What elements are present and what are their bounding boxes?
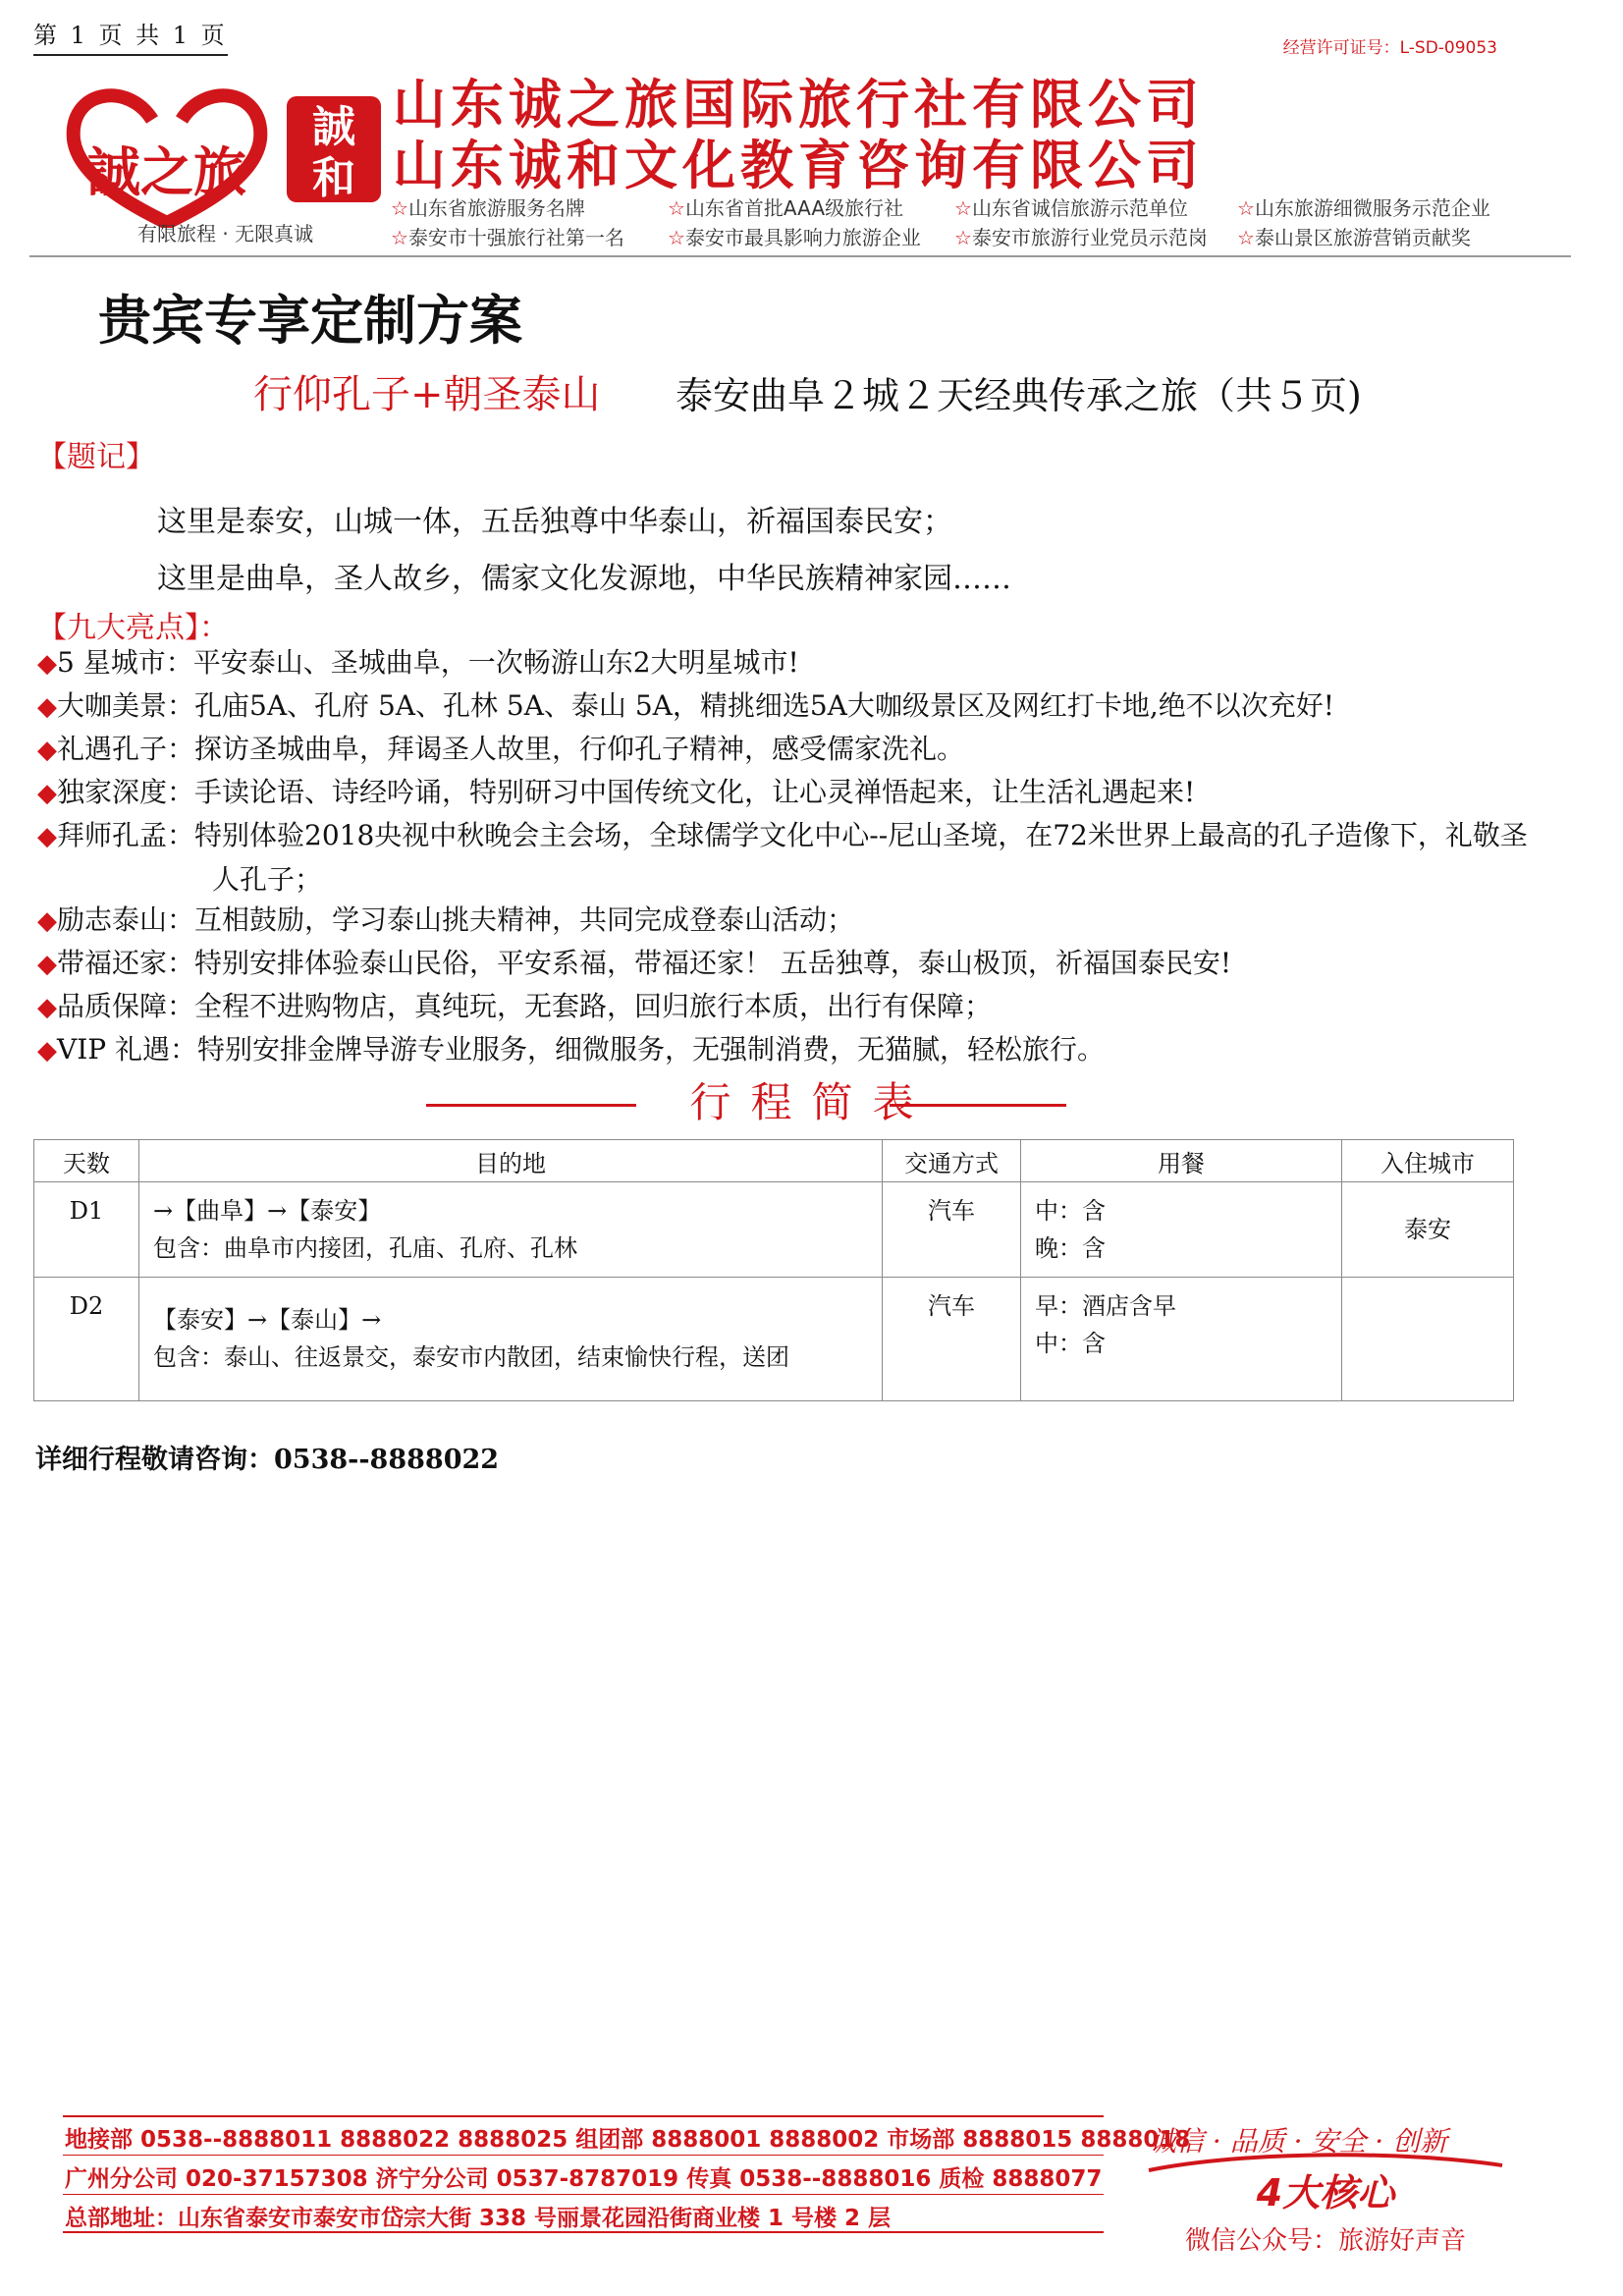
footer-divider: [63, 2194, 1104, 2195]
company-name-2: 山东诚和文化教育咨询有限公司: [393, 135, 1204, 196]
footer-branches: 广州分公司 020-37157308 济宁分公司 0537-8787019 传真 0538--8888016 质检 8888077: [65, 2166, 1103, 2192]
honor-item: ☆山东省旅游服务名牌: [391, 196, 585, 220]
plan-subtitle-highlight: 行仰孔子+朝圣泰山: [253, 372, 601, 417]
column-header: 交通方式: [883, 1140, 1021, 1182]
table-row: [34, 1182, 1514, 1278]
schedule-title-rule-right: [890, 1104, 1066, 1107]
route-cell: 【泰安】→【泰山】→ 包含：泰山、往返景交，泰安市内散团，结束愉快行程，送团: [139, 1278, 883, 1401]
honor-item: ☆山东省诚信旅游示范单位: [954, 196, 1188, 220]
plan-subtitle: 泰安曲阜２城２天经典传承之旅（共５页): [676, 374, 1362, 417]
day-cell: D1: [34, 1182, 139, 1278]
itinerary-table: [33, 1139, 1514, 1401]
column-header: 入住城市: [1342, 1140, 1514, 1182]
core-values-badge: [1129, 2111, 1522, 2259]
transport-cell: 汽车: [883, 1278, 1021, 1401]
core-values-text: 诚信 · 品质 · 安全 · 创新: [1149, 2125, 1448, 2158]
highlight-item: ◆VIP 礼遇：特别安排金牌导游专业服务，细微服务，无强制消费，无猫腻，轻松旅行。: [37, 1033, 1106, 1066]
foreword-line: 这里是泰安，山城一体，五岳独尊中华泰山，祈福国泰民安；: [157, 505, 952, 539]
meals-cell: 中：含 晚：含: [1021, 1182, 1342, 1278]
slogan: 有限旅程 · 无限真诚: [137, 222, 314, 246]
column-header: 用餐: [1021, 1140, 1342, 1182]
highlight-item: ◆带福还家：特别安排体验泰山民俗，平安系福，带福还家！ 五岳独尊，泰山极顶，祈福国泰民安!: [37, 947, 1232, 979]
honor-item: ☆山东省首批AAA级旅行社: [668, 196, 904, 220]
plan-title: 贵宾专享定制方案: [98, 290, 522, 352]
highlight-item: ◆励志泰山：互相鼓励，学习泰山挑夫精神，共同完成登泰山活动；: [37, 903, 855, 936]
route-cell: →【曲阜】→【泰安】 包含：曲阜市内接团，孔庙、孔府、孔林: [139, 1182, 883, 1278]
highlight-item: ◆品质保障：全程不进购物店，真纯玩，无套路，回归旅行本质，出行有保障；: [37, 990, 993, 1022]
license-number: 经营许可证号：L-SD-09053: [1282, 38, 1497, 58]
highlight-item: ◆拜师孔孟：特别体验2018央视中秋晚会主会场，全球儒学文化中心--尼山圣境，在72米世界上最高的孔子造像下，礼敬圣: [37, 819, 1528, 851]
footer-divider: [63, 2115, 1104, 2117]
highlight-item-continued: 人孔子；: [212, 863, 323, 896]
transport-cell: 汽车: [883, 1182, 1021, 1278]
footer-departments: 地接部 0538--8888011 8888022 8888025 组团部 8888001 8888002 市场部 8888015 8888018: [65, 2127, 1191, 2153]
company-logo: [59, 81, 275, 228]
footer-address: 总部地址：山东省泰安市泰安市岱宗大街 338 号丽景花园沿街商业楼 1 号楼 2 层: [65, 2206, 892, 2231]
seal-logo: [285, 94, 383, 204]
honor-item: ☆泰安市旅游行业党员示范岗: [954, 226, 1208, 249]
highlight-item: ◆独家深度：手读论语、诗经吟诵，特别研习中国传统文化，让心灵禅悟起来，让生活礼遇起来!: [37, 776, 1196, 808]
highlight-item: ◆大咖美景：孔庙5A、孔府 5A、孔林 5A、泰山 5A，精挑细选5A大咖级景区及网红打卡地,绝不以次充好!: [37, 689, 1335, 722]
column-header: 目的地: [139, 1140, 883, 1182]
foreword-line: 这里是曲阜，圣人故乡，儒家文化发源地，中华民族精神家园……: [157, 562, 1011, 596]
honor-item: ☆泰安市最具影响力旅游企业: [668, 226, 921, 249]
honor-item: ☆泰山景区旅游营销贡献奖: [1237, 226, 1471, 249]
table-header-row: [34, 1140, 1514, 1182]
company-name-1: 山东诚之旅国际旅行社有限公司: [393, 74, 1204, 136]
stay-cell: [1342, 1278, 1514, 1401]
stay-cell: 泰安: [1342, 1182, 1514, 1278]
column-header: 天数: [34, 1140, 139, 1182]
highlight-item: ◆礼遇孔子：探访圣城曲阜，拜谒圣人故里，行仰孔子精神，感受儒家洗礼。: [37, 733, 965, 765]
seal-char: 誠: [312, 102, 355, 152]
consult-phone: 详细行程敬请咨询：0538--8888022: [35, 1445, 500, 1475]
seal-char: 和: [312, 153, 355, 203]
footer-divider: [63, 2155, 1104, 2156]
table-row: [34, 1278, 1514, 1401]
highlights-heading: 【九大亮点】：: [37, 611, 229, 645]
logo-text: 誠之旅: [87, 140, 246, 203]
wechat-account: 微信公众号：旅游好声音: [1184, 2226, 1467, 2256]
footer-divider: [63, 2231, 1104, 2233]
page-number: 第 1 页 共 1 页: [33, 16, 228, 56]
schedule-title: 行程简表: [689, 1078, 934, 1126]
honor-item: ☆泰安市十强旅行社第一名: [391, 226, 624, 249]
core-values-label: 4大核心: [1256, 2171, 1395, 2214]
foreword-heading: 【题记】: [37, 440, 155, 474]
meals-cell: 早：酒店含早 中：含: [1021, 1278, 1342, 1401]
highlight-item: ◆5 星城市：平安泰山、圣城曲阜，一次畅游山东2大明星城市!: [37, 646, 799, 679]
header-divider: [29, 255, 1571, 257]
honor-item: ☆山东旅游细微服务示范企业: [1237, 196, 1490, 220]
day-cell: D2: [34, 1278, 139, 1401]
